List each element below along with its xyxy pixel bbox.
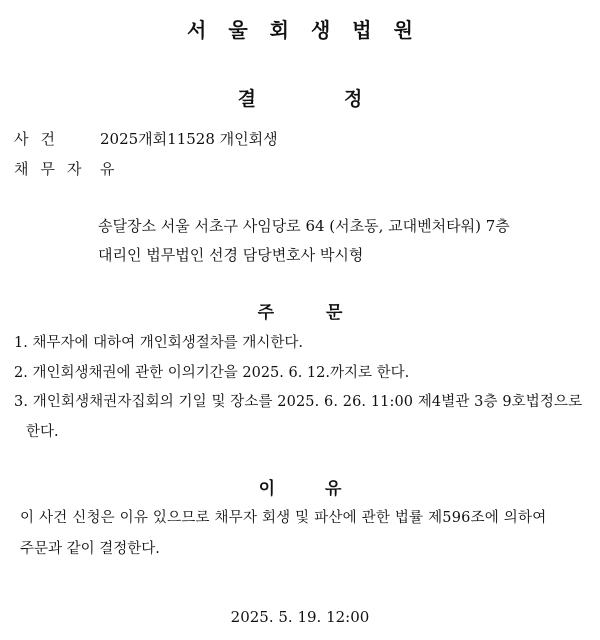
representative: 대리인 법무법인 선경 담당변호사 박시형 [98, 246, 364, 264]
case-number: 2025개회11528 개인회생 [100, 130, 278, 148]
debtor-label: 채무자 [14, 160, 94, 178]
case-label: 사건 [14, 130, 67, 148]
order-item-3: 3. 개인회생채권자집회의 기일 및 장소를 2025. 6. 26. 11:00 제4별관 3층 9호법정으로 [14, 394, 583, 410]
order-item-1: 1. 채무자에 대하여 개인회생절차를 개시한다. [14, 335, 304, 351]
order-item-2: 2. 개인회생채권에 관한 이의기간을 2025. 6. 12.까지로 한다. [14, 365, 410, 381]
decision-date: 2025. 5. 19. 12:00 [230, 608, 370, 626]
reason-heading: 이유 [258, 479, 392, 499]
order-heading: 주문 [257, 303, 395, 323]
order-item-3-continued: 한다. [26, 424, 59, 440]
court-name: 서울회생법원 [187, 18, 435, 42]
debtor-name: 유 [100, 160, 115, 178]
service-address: 송달장소 서울 서초구 사임당로 64 (서초동, 교대벤처타워) 7층 [98, 217, 510, 235]
reason-line-1: 이 사건 신청은 이유 있으므로 채무자 회생 및 파산에 관한 법률 제596조에 의하여 [20, 510, 547, 526]
reason-line-2: 주문과 같이 결정한다. [20, 541, 160, 557]
document-type-title: 결정 [237, 88, 451, 110]
